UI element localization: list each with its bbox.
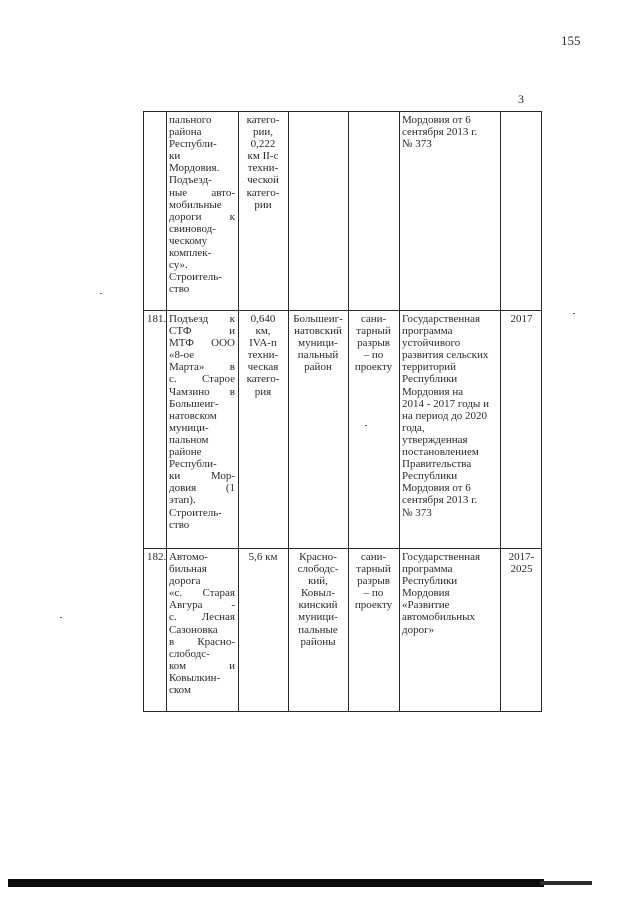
cell-program: Мордовия от 6 сентября 2013 г. № 373: [402, 114, 478, 151]
sub-page-number: 3: [518, 92, 524, 106]
scan-edge-bar-tail: [540, 881, 592, 885]
cell-location: [288, 112, 348, 310]
page-number: 155: [561, 33, 581, 48]
scan-speck: [60, 617, 62, 618]
scan-speck: [573, 313, 575, 314]
cell-row-number: 181.: [147, 313, 166, 325]
cell-protection-zone: сани- тарный разрыв – по проекту: [354, 551, 393, 612]
cell-object-name: Подъезд к СТФ и МТФ ООО «8-ое Марта» в с. Старое Чамзино в Большеиг- натовском муници- пальном районе Республи- ки Мор- довия (1 этап). Строитель- ство: [169, 313, 235, 531]
scan-speck: [365, 425, 367, 426]
cell-period: [500, 112, 543, 310]
cell-capacity: катего- рии, 0,222 км II-с техни- ческой катего- рии: [246, 114, 280, 211]
cell-object-name: пального района Республи- ки Мордовия. Подъезд- ные авто- мобильные дороги к свиновод- ческому комплек- су». Строитель- ство: [169, 114, 235, 296]
cell-period: 2017: [510, 313, 533, 325]
cell-location: Красно- слободс- кий, Ковыл- кинский муници- пальные районы: [297, 551, 339, 648]
cell-row-number: [144, 112, 166, 310]
cell-program: Государственная программа Республики Мордовия «Развитие автомобильных дорог»: [402, 551, 481, 636]
scan-speck: [100, 293, 102, 294]
scan-edge-bar: [8, 879, 544, 887]
cell-capacity: 5,6 км: [248, 551, 278, 563]
cell-protection-zone: сани- тарный разрыв – по проекту: [354, 313, 393, 374]
cell-object-name: Автомо- бильная дорога «с. Старая Авгура - с. Лесная Сазоновка в Красно- слободс- ком и Ковылкин- ском: [169, 551, 235, 697]
cell-protection-zone: [348, 112, 399, 310]
cell-capacity: 0,640 км, IVA-п техни- ческая катего- рия: [246, 313, 280, 398]
cell-period: 2017- 2025: [508, 551, 535, 576]
cell-row-number: 182.: [147, 551, 166, 563]
cell-location: Большеиг- натовский муници- пальный район: [293, 313, 343, 374]
document-table: [143, 111, 542, 712]
cell-program: Государственная программа устойчивого развития сельских территорий Республики Мордовия на 2014 - 2017 годы и на период до 2020 года, утвержденная постановлением Правительства Республики Мордовия от 6 сентября 2013 г. № 373: [402, 313, 489, 519]
